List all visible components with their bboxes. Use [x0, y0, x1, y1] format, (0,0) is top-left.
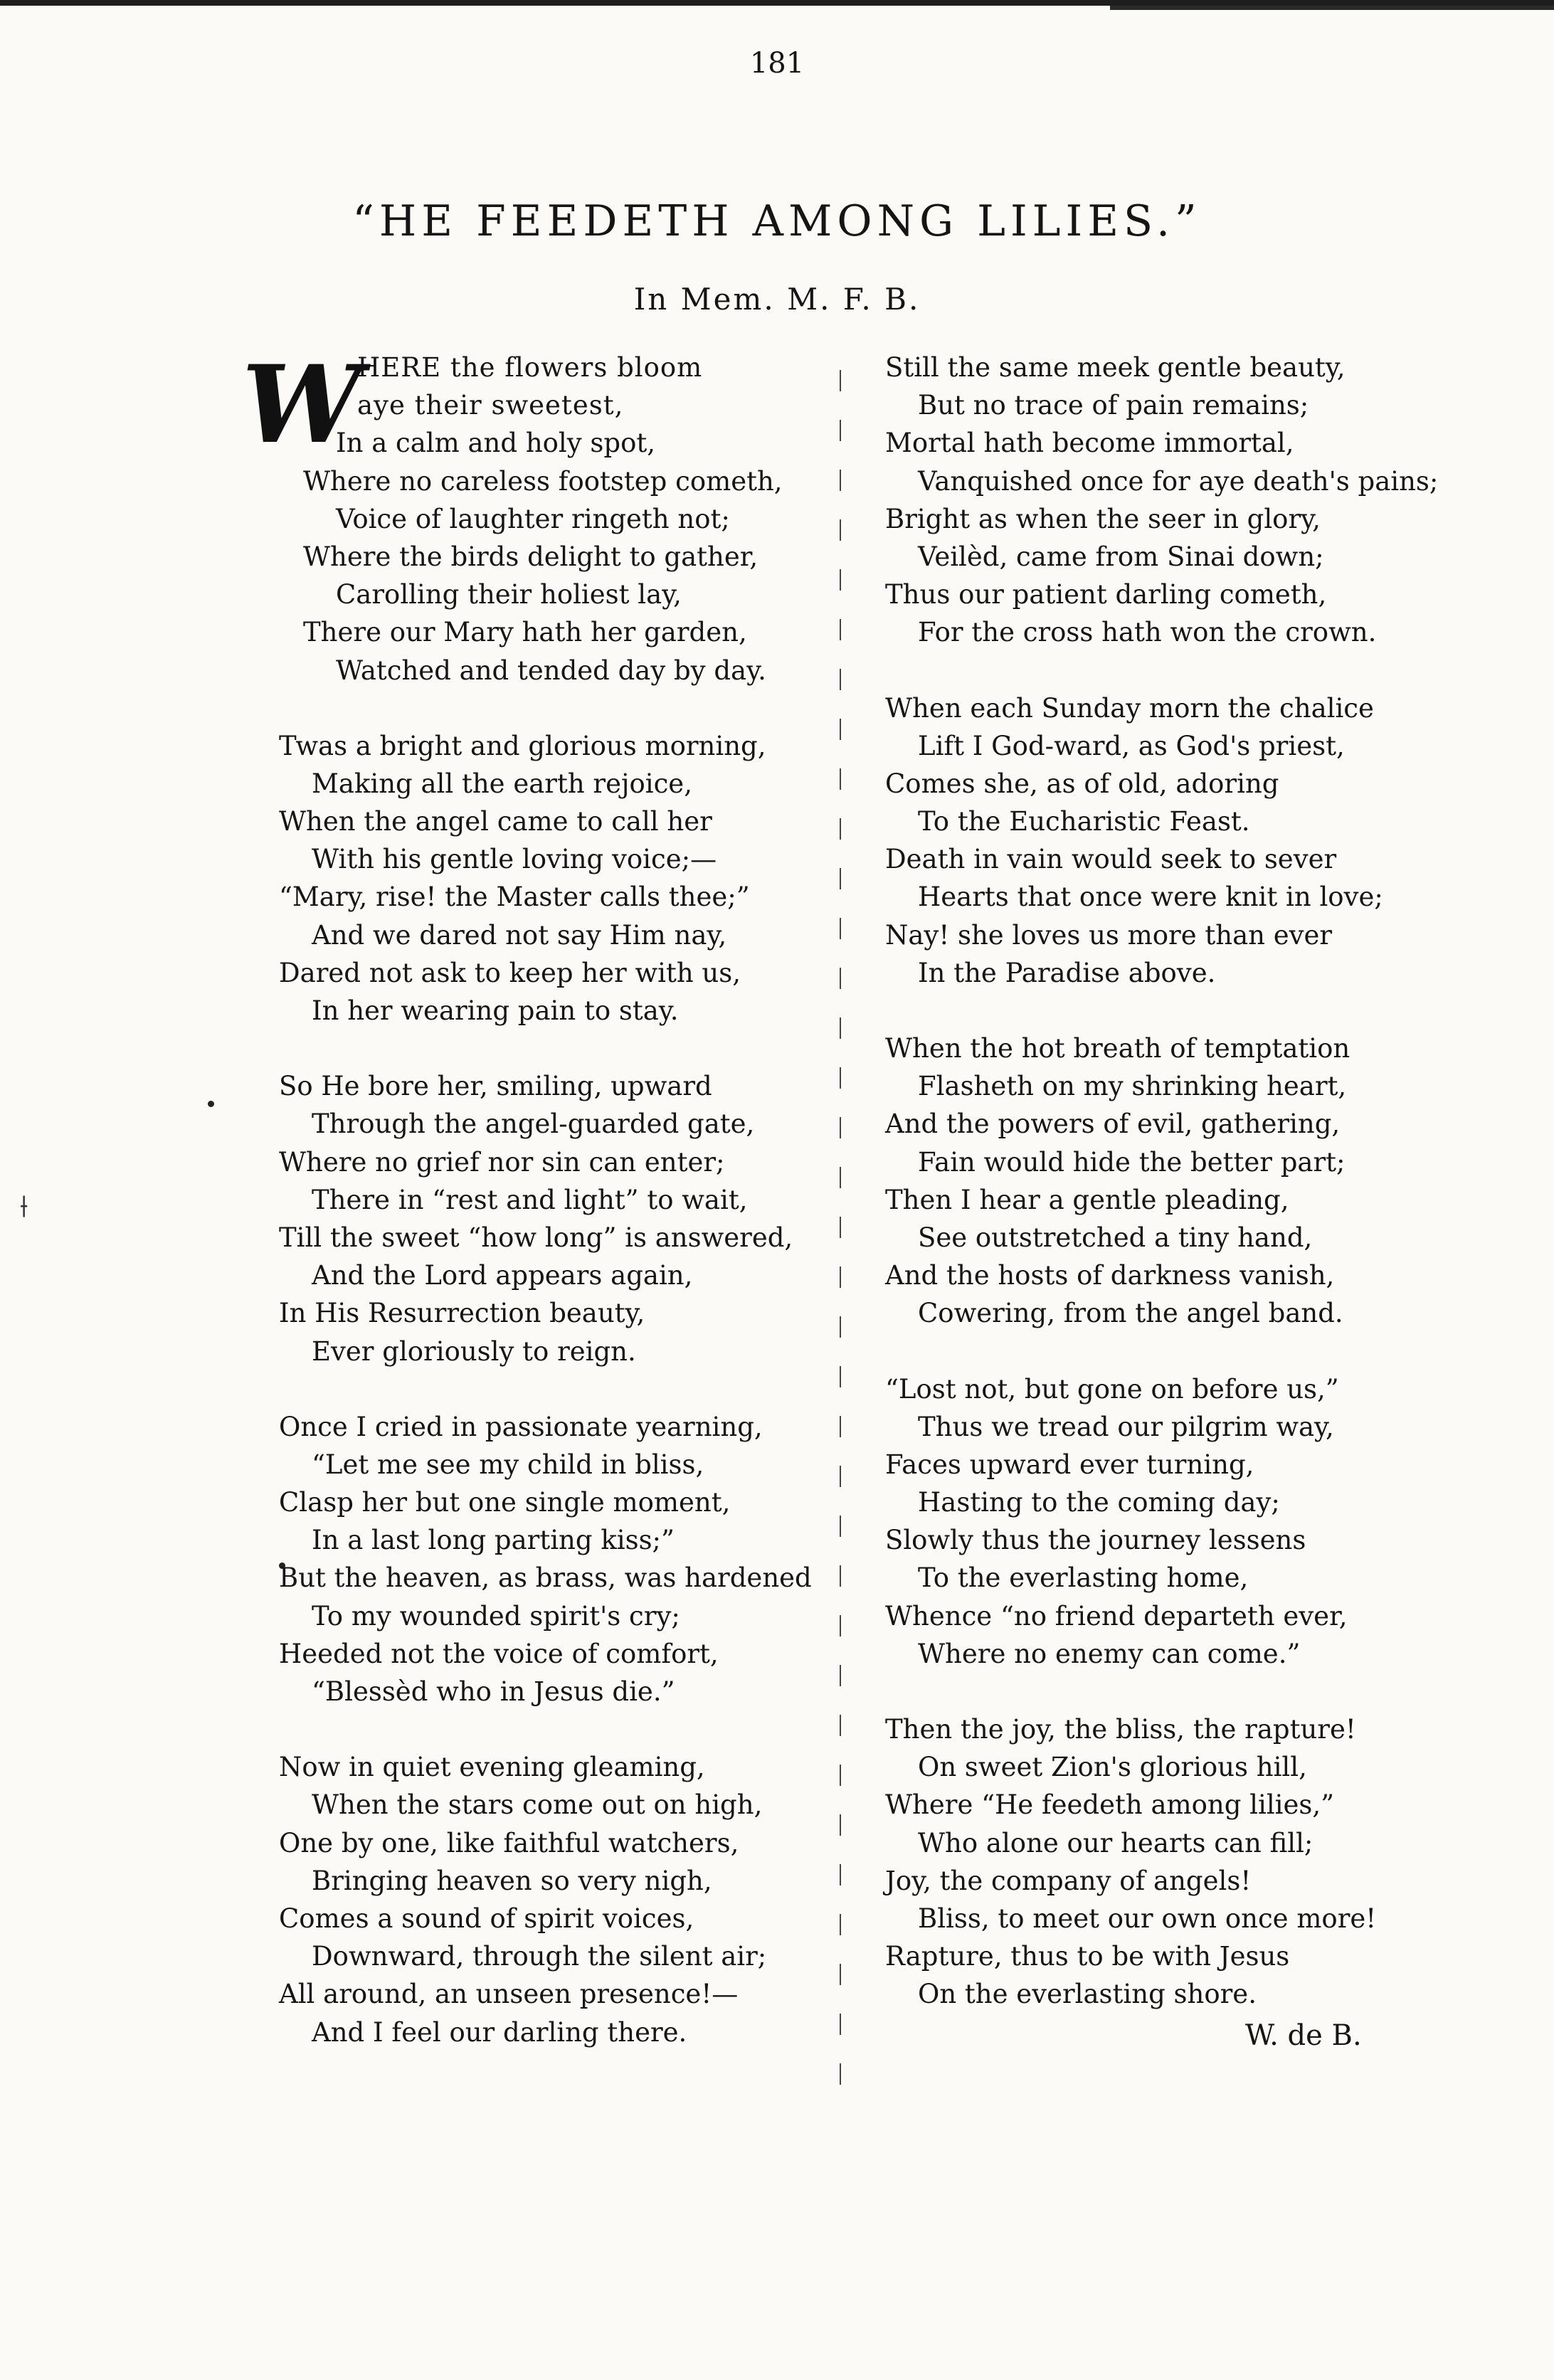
poem-line: Still the same meek gentle beauty, [885, 352, 1346, 383]
poem-line: Comes she, as of old, adoring [885, 768, 1279, 799]
poem-line: “Mary, rise! the Master calls thee;” [279, 882, 750, 913]
poem-line: Slowly thus the journey lessens [885, 1525, 1306, 1556]
poem-line: And the powers of evil, gathering, [885, 1109, 1341, 1140]
poem-line: Mortal hath become immortal, [885, 428, 1294, 459]
poem-line: Joy, the company of angels! [885, 1865, 1252, 1896]
poem-line: And the hosts of darkness vanish, [885, 1260, 1335, 1291]
poem-line: One by one, like faithful watchers, [279, 1827, 739, 1858]
poem-line: Thus we tread our pilgrim way, [918, 1411, 1334, 1442]
poem-stanza [279, 1748, 820, 2051]
poem-line: Death in vain would seek to sever [885, 844, 1337, 875]
poem-line: “Blessèd who in Jesus die.” [312, 1676, 675, 1708]
poem-line: In the Paradise above. [918, 957, 1216, 988]
poem-line: Making all the earth rejoice, [312, 768, 692, 799]
poem-line: Faces upward ever turning, [885, 1449, 1254, 1480]
poem-line: When each Sunday morn the chalice [885, 692, 1374, 724]
right-column [885, 349, 1454, 2051]
poem-stanza [885, 349, 1454, 652]
poem-line: Bright as when the seer in glory, [885, 503, 1321, 534]
poem-title: “HE FEEDETH AMONG LILIES.” [352, 196, 1202, 246]
drop-cap: W [242, 342, 362, 467]
poem-line: All around, an unseen presence!— [279, 1979, 739, 2010]
poem-line: In a last long parting kiss;” [312, 1525, 675, 1556]
poem-line: Heeded not the voice of comfort, [279, 1638, 719, 1669]
poem-stanza [885, 1370, 1454, 1673]
poem-line: Then the joy, the bliss, the rapture! [885, 1714, 1356, 1745]
poem-line: There our Mary hath her garden, [303, 617, 747, 648]
poem-line: Till the sweet “how long” is answered, [279, 1222, 793, 1253]
poem-line: Who alone our hearts can fill; [918, 1827, 1314, 1858]
poem-line: “Let me see my child in bliss, [312, 1449, 704, 1480]
poem-line: See outstretched a tiny hand, [918, 1222, 1313, 1253]
poem-line: Bliss, to meet our own once more! [918, 1903, 1377, 1934]
poem-line: Ever gloriously to reign. [312, 1336, 636, 1367]
poem-line: Cowering, from the angel band. [918, 1298, 1343, 1329]
poem-line: To my wounded spirit's cry; [312, 1600, 680, 1631]
poem-line: Lift I God-ward, as God's priest, [918, 730, 1345, 761]
poem-line: Through the angel-guarded gate, [312, 1109, 755, 1140]
poem-line: But no trace of pain remains; [918, 390, 1309, 421]
poem-line: Flasheth on my shrinking heart, [918, 1071, 1347, 1102]
poem-line: But the heaven, as brass, was hardened [279, 1562, 812, 1594]
poem-line: Now in quiet evening gleaming, [279, 1752, 705, 1783]
poem-line: Twas a bright and glorious morning, [279, 730, 766, 761]
poem-dedication: In Mem. M. F. B. [633, 282, 921, 317]
poem-line: Whence “no friend departeth ever, [885, 1600, 1348, 1631]
top-border-accent [1110, 6, 1554, 10]
margin-mark: ⟊ [20, 1188, 28, 1225]
poem-line: “Lost not, but gone on before us,” [885, 1373, 1339, 1405]
poem-line: Hearts that once were knit in love; [918, 882, 1383, 913]
poem-line: In a calm and holy spot, [336, 428, 656, 459]
poem-line: In her wearing pain to stay. [312, 995, 679, 1027]
poem-line: Where no grief nor sin can enter; [279, 1146, 725, 1178]
left-column [242, 342, 820, 2089]
poem-line: Where “He feedeth among lilies,” [885, 1789, 1335, 1821]
poem-line: Vanquished once for aye death's pains; [918, 465, 1439, 497]
poem-line: With his gentle loving voice;— [312, 844, 717, 875]
poem-line: Dared not ask to keep her with us, [279, 957, 741, 988]
poem-line: Once I cried in passionate yearning, [279, 1411, 763, 1442]
poem-stanza [279, 1408, 820, 1711]
poem-line: Veilèd, came from Sinai down; [918, 541, 1324, 572]
poem-line: Rapture, thus to be with Jesus [885, 1941, 1290, 1972]
poem-line: Thus our patient darling cometh, [885, 579, 1327, 610]
poem-stanza [279, 727, 820, 1030]
poem-line: So He bore her, smiling, upward [279, 1071, 712, 1102]
poem-line: Watched and tended day by day. [336, 655, 766, 686]
poem-line: Bringing heaven so very nigh, [312, 1865, 712, 1896]
author-signature: W. de B. [1245, 2019, 1362, 2052]
poem-line: Comes a sound of spirit voices, [279, 1903, 694, 1934]
poem-stanza [242, 342, 820, 689]
poem-stanza [885, 689, 1454, 993]
poem-stanza [885, 1710, 1454, 2014]
poem-line: And we dared not say Him nay, [312, 919, 727, 951]
column-divider [840, 370, 841, 2085]
poem-line: Downward, through the silent air; [312, 1941, 767, 1972]
poem-stanza [279, 1067, 820, 1370]
poem-line: Clasp her but one single moment, [279, 1487, 731, 1518]
poem-line: On sweet Zion's glorious hill, [918, 1752, 1307, 1783]
poem-line: Hasting to the coming day; [918, 1487, 1280, 1518]
poem-line: To the Eucharistic Feast. [918, 806, 1250, 837]
poem-line: There in “rest and light” to wait, [312, 1184, 748, 1215]
poem-line: Where the birds delight to gather, [303, 541, 758, 572]
poem-line: When the stars come out on high, [312, 1789, 763, 1821]
poem-line: Where no enemy can come.” [918, 1638, 1301, 1669]
poem-line: Then I hear a gentle pleading, [885, 1184, 1289, 1215]
poem-line-text: HERE the flowers bloom aye their sweetest, [357, 352, 703, 421]
page-number: 181 [749, 47, 805, 80]
poem-line: On the everlasting shore. [918, 1979, 1257, 2010]
poem-line: Fain would hide the better part; [918, 1146, 1346, 1178]
poem-line: Carolling their holiest lay, [336, 579, 682, 610]
poem-line: When the hot breath of temptation [885, 1033, 1350, 1064]
poem-line: When the angel came to call her [279, 806, 712, 837]
poem-line: To the everlasting home, [918, 1562, 1249, 1594]
poem-line: In His Resurrection beauty, [279, 1298, 645, 1329]
poem-line: And I feel our darling there. [312, 2016, 687, 2048]
poem-line: For the cross hath won the crown. [918, 617, 1377, 648]
poem-line: Voice of laughter ringeth not; [336, 503, 730, 534]
poem-stanza [885, 1030, 1454, 1333]
poem-line: Nay! she loves us more than ever [885, 919, 1333, 951]
poem-line: And the Lord appears again, [312, 1260, 693, 1291]
poem-line: Where no careless footstep cometh, [303, 465, 783, 497]
speck [208, 1101, 214, 1107]
top-border [0, 0, 1554, 6]
